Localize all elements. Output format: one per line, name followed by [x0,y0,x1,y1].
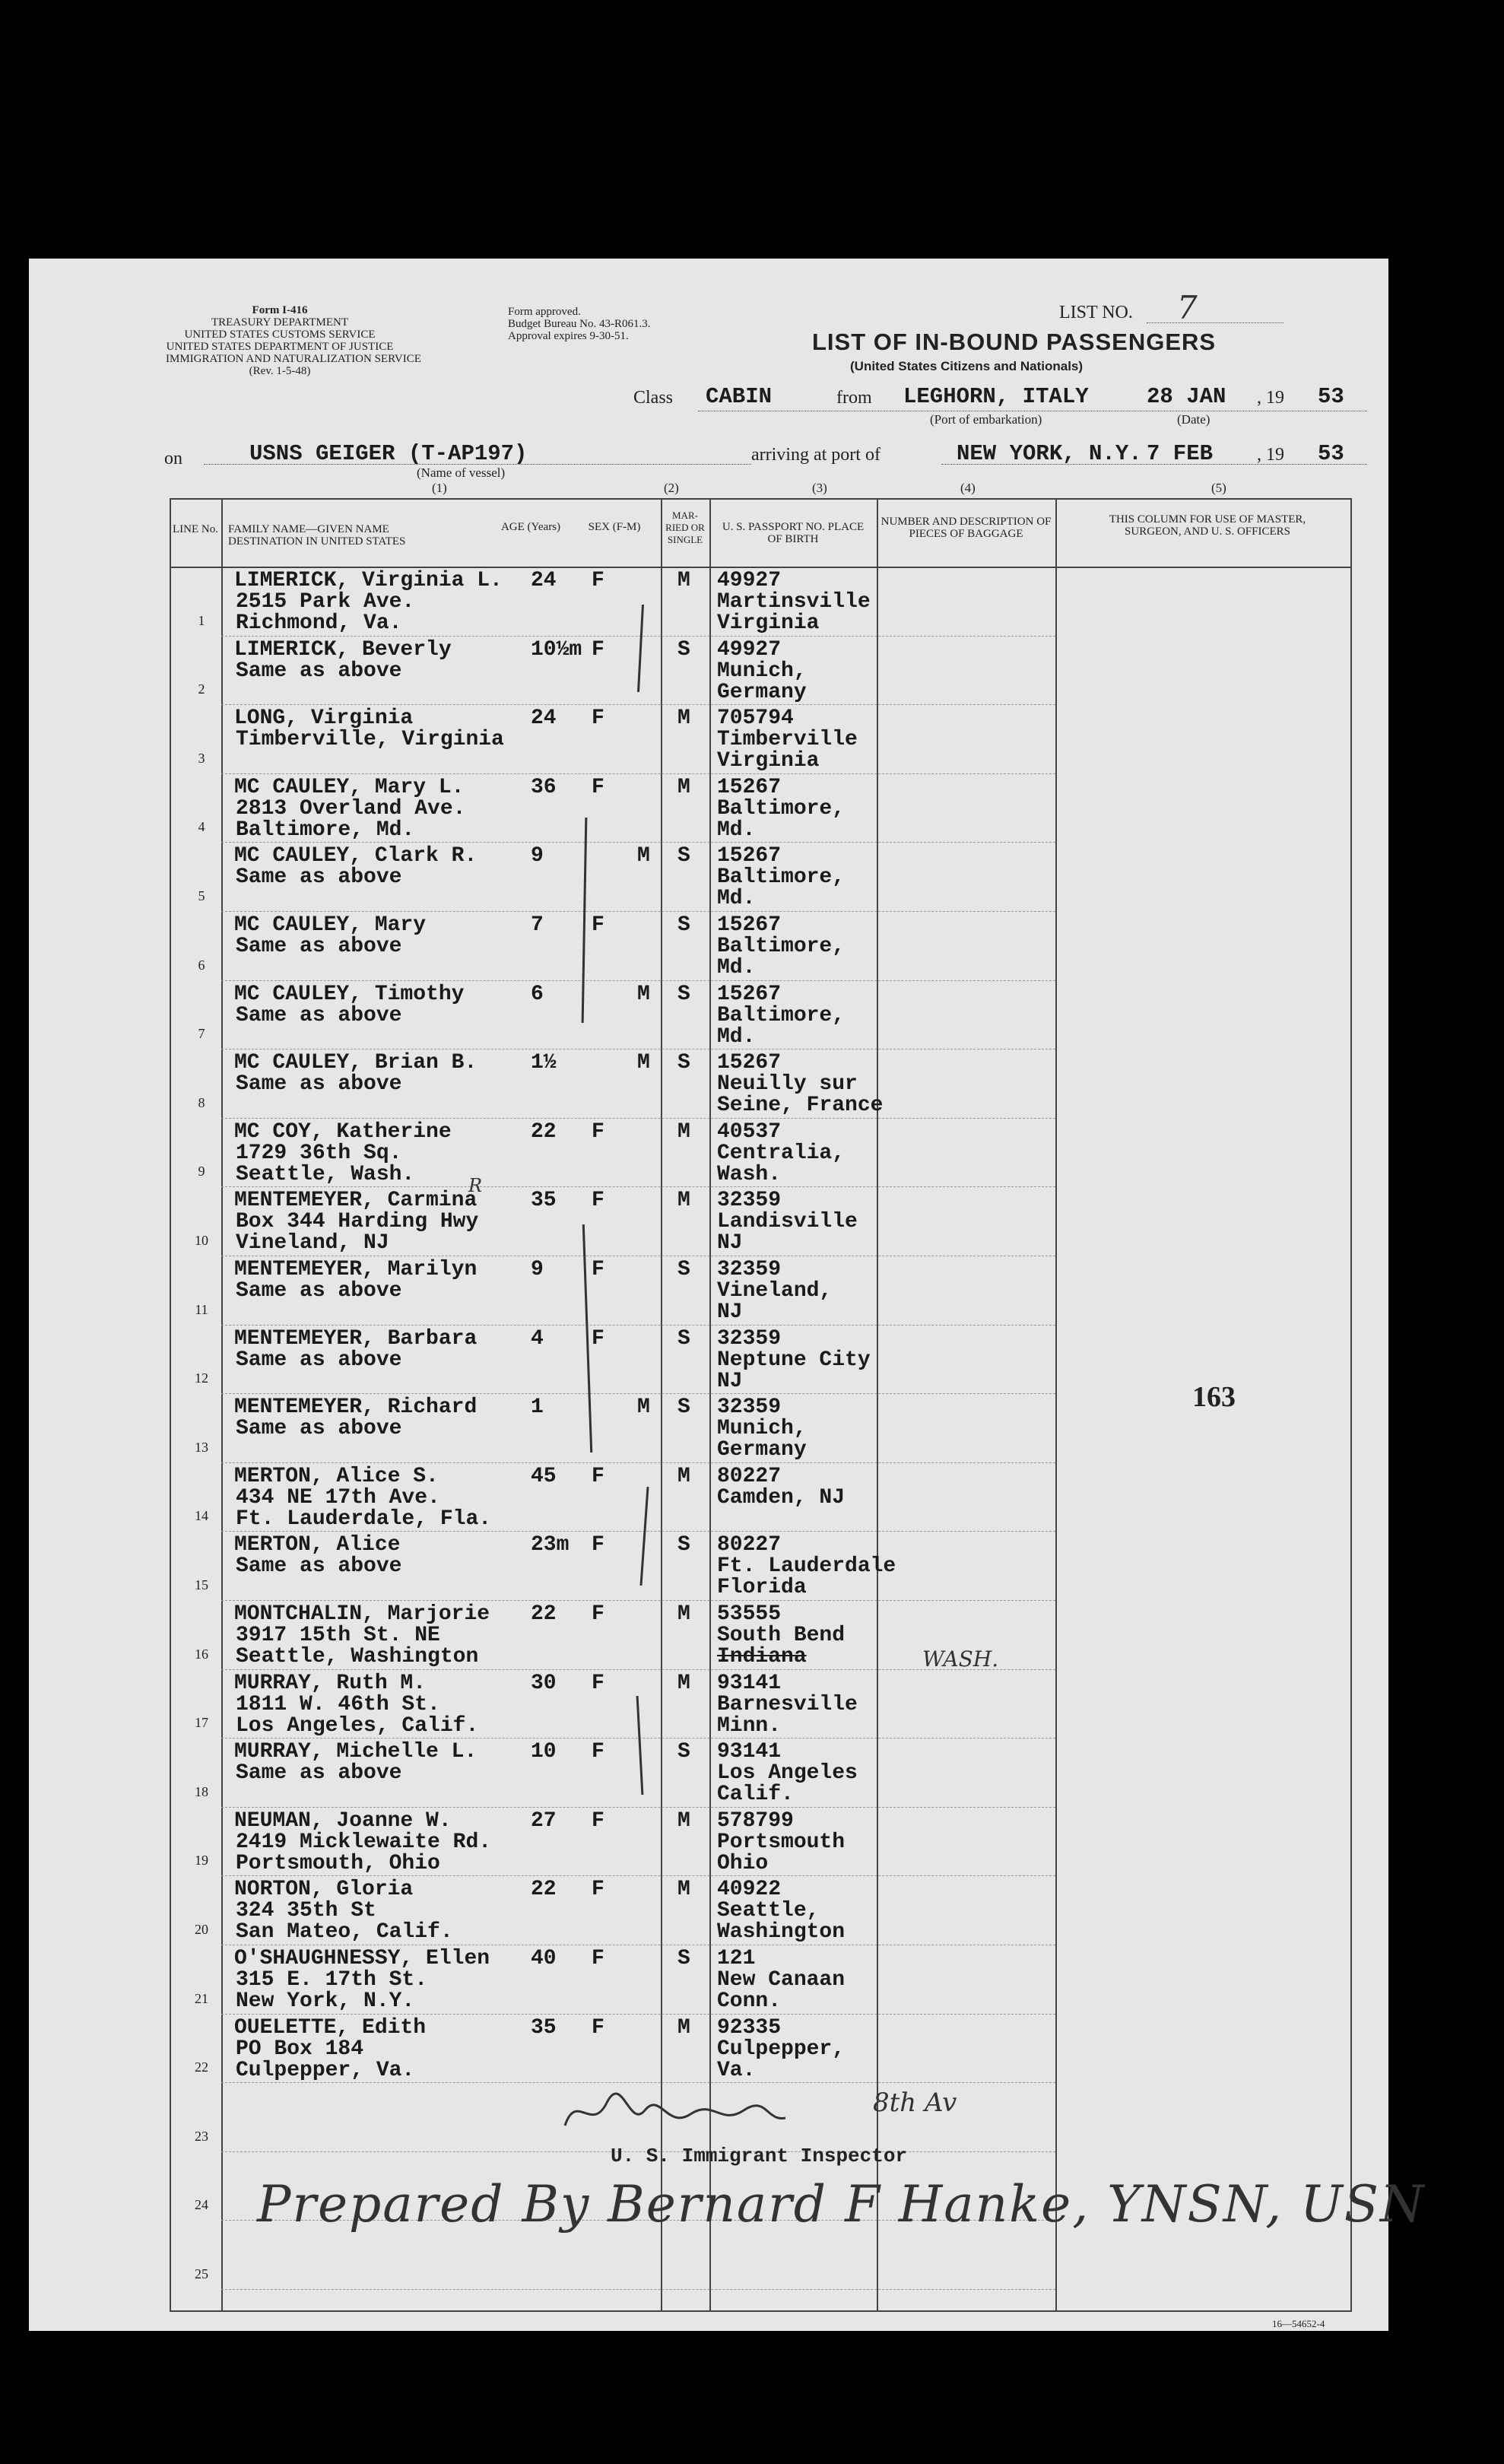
passport-number: 15267 [717,775,782,799]
row-divider [221,911,1055,913]
passenger-name: LIMERICK, Beverly [234,637,452,662]
line-number: 10 [195,1233,208,1248]
inspector-caption: U. S. Immigrant Inspector [611,2145,908,2167]
passenger-sex: F [592,569,604,592]
vessel-underline [204,464,751,465]
passenger-sex: F [592,1326,604,1351]
passenger-name: MENTEMEYER, Marilyn [234,1258,478,1281]
line-number: 6 [198,957,205,973]
passenger-name: LONG, Virginia [234,706,414,731]
birthplace-line2: Seine, France [717,1094,884,1118]
birthplace-line1: Culpepper, [717,2037,846,2061]
stamp-number: 163 [1192,1381,1236,1413]
list-no-underline [1147,322,1283,323]
embarkation-date: 28 JAN [1147,384,1226,409]
passenger-name: LIMERICK, Virginia L. [234,569,503,592]
marital-status: S [677,1396,690,1420]
agency-header [166,304,421,377]
marital-status: M [677,1602,690,1626]
treasury-dept: TREASURY DEPARTMENT [211,316,349,329]
marital-status: S [677,1533,690,1557]
arrival-date: 7 FEB [1147,441,1214,466]
col-header-baggage: NUMBER AND DESCRIPTION OF PIECES OF BAGGAGE [881,516,1052,540]
line-number: 25 [195,2266,208,2281]
passport-number: 121 [717,1947,756,1970]
col-header-line: LINE No. [173,523,218,535]
list-no-value: 7 [1177,289,1198,326]
birthplace-line1: Neuilly sur [717,1072,858,1097]
vessel-caption: (Name of vessel) [417,465,506,480]
row-divider [221,1462,1055,1464]
line-number: 11 [195,1301,208,1317]
marital-status: S [677,913,690,937]
passport-number: 93141 [717,1740,782,1764]
passenger-age: 4 [531,1326,544,1351]
marital-status: M [677,2015,690,2040]
destination-line1: 2419 Micklewaite Rd. [236,1830,492,1854]
birthplace-line2: Md. [717,1024,756,1049]
row-divider [221,1393,1055,1395]
revision: (Rev. 1-5-48) [249,365,311,377]
row-divider [221,2082,1055,2084]
passenger-age: 9 [531,844,544,868]
destination-line2: Ft. Lauderdale, Fla. [236,1507,492,1531]
passenger-age: 1 [531,1396,544,1420]
marital-status: M [677,1119,690,1144]
birthplace-line1: Centralia, [717,1141,846,1165]
col-divider [877,498,878,2312]
marital-status: M [677,775,690,799]
on-label: on [164,449,182,468]
destination-line2: Culpepper, Va. [236,2058,415,2082]
line-number: 5 [198,888,205,903]
approval-line: Budget Bureau No. 43-R061.3. [508,318,651,330]
line-number: 22 [195,2059,208,2075]
passenger-sex: F [592,1119,604,1144]
passenger-sex: M [637,1396,650,1420]
passport-number: 49927 [717,637,782,662]
destination-line1: Same as above [236,1003,402,1027]
passenger-sex: F [592,2015,604,2040]
destination-line1: Same as above [236,1761,402,1786]
row-divider [221,1945,1055,1946]
passenger-name: MC CAULEY, Mary [234,913,427,937]
passport-number: 32359 [717,1326,782,1351]
passport-number: 15267 [717,1051,782,1075]
birthplace-line2: Md. [717,887,756,911]
passenger-sex: F [592,913,604,937]
marital-status: S [677,1326,690,1351]
marital-status: M [677,1878,690,1902]
destination-line1: 2515 Park Ave. [236,590,415,614]
inspector-annotation: 8th Av [873,2088,957,2118]
birthplace-line1: Baltimore, [717,935,846,958]
birthplace-line1: Ft. Lauderdale [717,1554,896,1579]
passenger-name: MURRAY, Michelle L. [234,1740,478,1764]
destination-line2: Richmond, Va. [236,611,402,635]
line-number: 19 [195,1853,208,1869]
approval-line: Approval expires 9-30-51. [508,330,629,342]
passenger-name: MC COY, Katherine [234,1119,452,1144]
line-number: 15 [195,1577,208,1592]
row-divider [221,1531,1055,1532]
passenger-name: OUELETTE, Edith [234,2015,427,2040]
birthplace-line2: Va. [717,2058,756,2082]
col-number-5: (5) [1211,481,1226,495]
passenger-age: 10 [531,1740,557,1764]
passenger-age: 30 [531,1671,557,1695]
handwritten-initial: R [468,1175,483,1196]
manifest-page [29,259,1426,2331]
form-code: 16—54652-4 [1272,2318,1325,2329]
date-caption: (Date) [1177,412,1210,427]
birthplace-line2: Wash. [717,1162,782,1186]
birthplace-line1: Munich, [717,1417,807,1441]
birthplace-line1: Martinsville [717,590,871,614]
passport-number: 32359 [717,1258,782,1281]
destination-line1: Timberville, Virginia [236,728,504,752]
col-number-2: (2) [664,481,679,495]
form-number: Form I-416 [252,304,308,316]
destination-line1: 434 NE 17th Ave. [236,1485,440,1510]
birthplace-line2: NJ [717,1231,743,1256]
row-divider [221,773,1055,775]
passenger-age: 36 [531,775,557,799]
marital-status: M [677,706,690,731]
destination-line2: Los Angeles, Calif. [236,1713,479,1738]
birthplace-line2: Indiana [717,1645,807,1669]
passenger-name: MURRAY, Ruth M. [234,1671,427,1695]
passport-number: 49927 [717,569,782,592]
justice-dept: UNITED STATES DEPARTMENT OF JUSTICE [166,341,394,353]
passenger-age: 22 [531,1119,557,1144]
passenger-sex: F [592,1808,604,1833]
marital-status: S [677,844,690,868]
passenger-sex: M [637,982,650,1006]
arrival-port: NEW YORK, N.Y. [957,441,1142,466]
port-of-embarkation: LEGHORN, ITALY [903,384,1089,409]
row-divider [221,980,1055,982]
prepared-by-signature: Prepared By Bernard F Hanke, YNSN, USN [257,2175,1426,2234]
marital-status: S [677,1051,690,1075]
col-number-4: (4) [960,481,976,495]
passenger-name: NEUMAN, Joanne W. [234,1808,452,1833]
passenger-age: 24 [531,569,557,592]
row-divider [221,842,1055,843]
birthplace-line2: Virginia [717,749,820,773]
col-header-age: AGE (Years) [500,521,561,533]
passenger-age: 27 [531,1808,557,1833]
arrival-year: 53 [1318,441,1344,466]
marital-status: S [677,982,690,1006]
passenger-sex: F [592,775,604,799]
col-header-officers: THIS COLUMN FOR USE OF MASTER, SURGEON, AND U. S. OFFICERS [1109,513,1306,538]
birthplace-line2: Minn. [717,1713,782,1738]
destination-line1: Same as above [236,1279,402,1303]
line-number: 13 [195,1439,208,1455]
passport-number: 578799 [717,1808,794,1833]
passenger-age: 1½ [531,1051,557,1075]
passenger-name: NORTON, Gloria [234,1878,414,1902]
class-value: CABIN [706,384,773,409]
line-number: 3 [198,750,205,766]
line-number: 20 [195,1922,208,1937]
passenger-age: 7 [531,913,544,937]
birthplace-line1: Vineland, [717,1279,833,1303]
year-value: 53 [1318,384,1344,409]
line-number: 24 [195,2197,208,2213]
birthplace-line2: Md. [717,818,756,842]
line-number: 12 [195,1370,208,1386]
passenger-age: 10½m [531,637,582,662]
passport-number: 80227 [717,1533,782,1557]
row-divider [221,1875,1055,1877]
destination-line2: New York, N.Y. [236,1989,415,2013]
destination-line1: 1729 36th Sq. [236,1141,402,1165]
destination-line1: Same as above [236,865,402,890]
birthplace-line2: Md. [717,956,756,980]
row-divider [221,1807,1055,1808]
customs-service: UNITED STATES CUSTOMS SERVICE [184,329,376,341]
row-divider [221,1256,1055,1257]
destination-line1: Same as above [236,1348,402,1372]
from-label: from [836,388,872,408]
birthplace-line1: Seattle, [717,1899,820,1923]
approval-line: Form approved. [508,306,581,318]
passenger-age: 9 [531,1258,544,1281]
birthplace-line1: Baltimore, [717,1003,846,1027]
passenger-name: MENTEMEYER, Richard [234,1396,478,1420]
vessel-name: USNS GEIGER (T-AP197) [249,441,528,466]
destination-line1: Same as above [236,1554,402,1579]
col-divider [661,498,662,2312]
row-divider [221,1186,1055,1188]
passenger-name: MENTEMEYER, Barbara [234,1326,478,1351]
form-title: LIST OF IN-BOUND PASSENGERS [812,329,1217,355]
birthplace-line1: Neptune City [717,1348,871,1372]
col-header-sex: SEX (F-M) [588,521,641,533]
passenger-sex: F [592,1740,604,1764]
birthplace-line1: Landisville [717,1210,858,1234]
passenger-age: 22 [531,1602,557,1626]
approval-block [508,306,650,342]
row-divider [221,1049,1055,1050]
passport-number: 53555 [717,1602,782,1626]
inspector-signature [561,2088,789,2149]
destination-line2: Seattle, Wash. [236,1162,415,1186]
passenger-name: MENTEMEYER, Carmina [234,1189,478,1213]
form-subtitle: (United States Citizens and Nationals) [850,359,1084,373]
passenger-sex: M [637,844,650,868]
row-divider [221,1600,1055,1602]
birthplace-line2: Germany [717,1438,807,1462]
birthplace-line2: Washington [717,1920,846,1945]
marital-status: S [677,1740,690,1764]
line-number: 4 [198,819,205,835]
passenger-age: 23m [531,1533,570,1557]
passport-number: 32359 [717,1396,782,1420]
birthplace-line1: Los Angeles [717,1761,858,1786]
col-divider [221,498,223,2312]
line-number: 14 [195,1508,208,1524]
birthplace-line1: Portsmouth [717,1830,846,1854]
birthplace-line1: Baltimore, [717,865,846,890]
marital-status: M [677,569,690,592]
marital-status: S [677,637,690,662]
birthplace-line1: Munich, [717,659,807,683]
line-number: 23 [195,2128,208,2144]
row-divider [221,636,1055,637]
destination-line2: Vineland, NJ [236,1231,389,1256]
marital-status: S [677,1258,690,1281]
destination-line1: 324 35th St [236,1899,376,1923]
passenger-sex: M [637,1051,650,1075]
col-header-married: MAR-RIED OR SINGLE [665,510,705,545]
destination-line1: 1811 W. 46th St. [236,1692,440,1716]
passenger-name: MC CAULEY, Mary L. [234,775,465,799]
row-divider [221,1325,1055,1326]
passenger-sex: F [592,1533,604,1557]
arrival-underline [941,464,1367,465]
destination-line1: PO Box 184 [236,2037,364,2061]
birthplace-line1: Barnesville [717,1692,858,1716]
destination-line1: Same as above [236,659,402,683]
line-number: 1 [198,612,205,628]
birthplace-line2: Conn. [717,1989,782,2013]
birthplace-correction: WASH. [922,1646,999,1672]
col-header-passport: U. S. PASSPORT NO. PLACE OF BIRTH [722,521,865,545]
list-no-label: LIST NO. [1059,303,1133,322]
port-caption: (Port of embarkation) [930,412,1042,427]
passenger-age: 6 [531,982,544,1006]
destination-line1: Same as above [236,935,402,958]
passenger-age: 40 [531,1947,557,1970]
birthplace-line1: Baltimore, [717,796,846,821]
passport-number: 705794 [717,706,794,731]
passenger-sex: F [592,637,604,662]
line-number: 21 [195,1990,208,2006]
passenger-sex: F [592,1258,604,1281]
year-prefix: , 19 [1257,445,1284,465]
passenger-age: 24 [531,706,557,731]
line-number: 17 [195,1715,208,1731]
birthplace-line2: Ohio [717,1851,769,1875]
passenger-name: MC CAULEY, Clark R. [234,844,478,868]
line-number: 7 [198,1026,205,1042]
arriving-label: arriving at port of [751,445,881,465]
col-divider [709,498,711,2312]
passenger-name: O'SHAUGHNESSY, Ellen [234,1947,490,1970]
row-divider [221,1118,1055,1119]
birthplace-line2: Calif. [717,1783,794,1807]
passenger-sex: F [592,1878,604,1902]
row-divider [221,704,1055,706]
birthplace-line2: Florida [717,1576,807,1600]
passport-number: 15267 [717,982,782,1006]
destination-line2: Portsmouth, Ohio [236,1851,440,1875]
destination-line1: 315 E. 17th St. [236,1968,428,1992]
birthplace-line1: Camden, NJ [717,1485,846,1510]
destination-line1: 2813 Overland Ave. [236,796,466,821]
passenger-sex: F [592,1602,604,1626]
line-number: 9 [198,1164,205,1180]
passenger-age: 35 [531,2015,557,2040]
header-rule [170,567,1352,568]
line-number: 16 [195,1646,208,1662]
destination-line1: Box 344 Harding Hwy [236,1210,479,1234]
signature-scrawl [561,2088,789,2141]
birthplace-line2: Virginia [717,611,820,635]
col-divider [1055,498,1057,2312]
passenger-age: 35 [531,1189,557,1213]
marital-status: M [677,1189,690,1213]
col-number-3: (3) [812,481,827,495]
passport-number: 32359 [717,1189,782,1213]
row-divider [221,2014,1055,2015]
marital-status: M [677,1464,690,1488]
passenger-sex: F [592,1464,604,1488]
passenger-sex: F [592,1947,604,1970]
passenger-name: MERTON, Alice S. [234,1464,439,1488]
line-number: 8 [198,1094,205,1110]
passenger-name: MERTON, Alice [234,1533,401,1557]
marital-status: S [677,1947,690,1970]
destination-line1: Same as above [236,1072,402,1097]
vessel-col-number: (1) [432,481,447,495]
passport-number: 15267 [717,844,782,868]
birthplace-line1: New Canaan [717,1968,846,1992]
row-divider [221,2289,1055,2291]
passport-number: 15267 [717,913,782,937]
passport-number: 40922 [717,1878,782,1902]
destination-line2: Seattle, Washington [236,1645,479,1669]
ins-service: IMMIGRATION AND NATURALIZATION SERVICE [166,353,421,365]
passenger-sex: F [592,1189,604,1213]
birthplace-line1: South Bend [717,1624,846,1647]
passport-number: 93141 [717,1671,782,1695]
passport-number: 92335 [717,2015,782,2040]
passenger-name: MC CAULEY, Timothy [234,982,465,1006]
passenger-name: MC CAULEY, Brian B. [234,1051,478,1075]
passenger-name: MONTCHALIN, Marjorie [234,1602,490,1626]
birthplace-line2: NJ [717,1369,743,1393]
destination-line1: Same as above [236,1417,402,1441]
marital-status: M [677,1671,690,1695]
year-prefix: , 19 [1257,388,1284,408]
passenger-sex: F [592,1671,604,1695]
birthplace-line2: Germany [717,680,807,704]
marital-status: M [677,1808,690,1833]
destination-line2: Baltimore, Md. [236,818,415,842]
class-label: Class [633,388,674,408]
col-header-name: FAMILY NAME—GIVEN NAME DESTINATION IN UNITED STATES [228,523,406,548]
birthplace-line1: Timberville [717,728,858,752]
passenger-age: 45 [531,1464,557,1488]
passenger-sex: F [592,706,604,731]
destination-line1: 3917 15th St. NE [236,1624,440,1647]
passenger-age: 22 [531,1878,557,1902]
line-number: 18 [195,1783,208,1799]
birthplace-line2: NJ [717,1300,743,1324]
destination-line2: San Mateo, Calif. [236,1920,453,1945]
passport-number: 40537 [717,1119,782,1144]
line-number: 2 [198,681,205,697]
passport-number: 80227 [717,1464,782,1488]
